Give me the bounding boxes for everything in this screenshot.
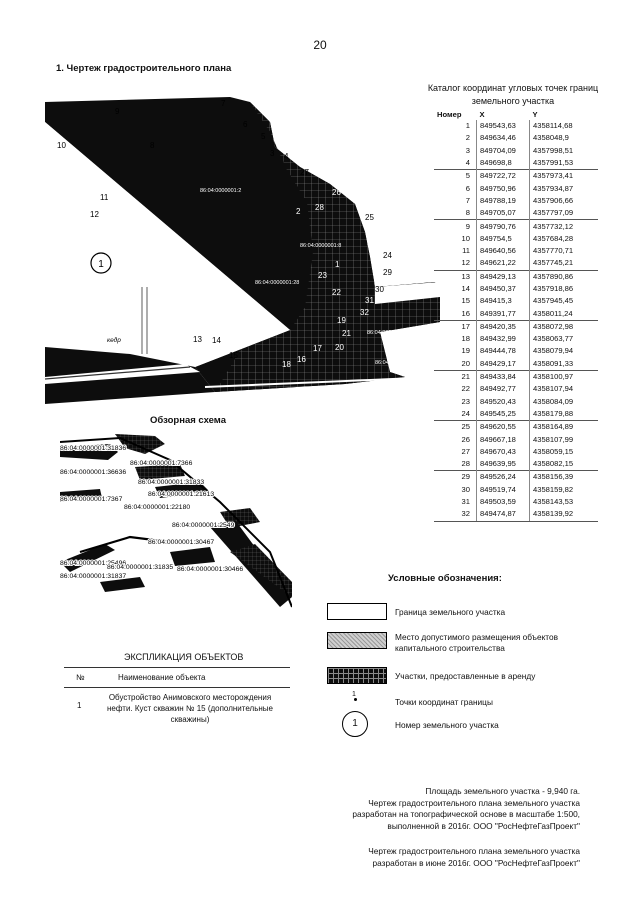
table-row xyxy=(434,283,598,295)
legend-build-area-text xyxy=(395,632,558,654)
boundary-point-label: 16 xyxy=(297,355,306,364)
legend-plot-circle-icon: 1 xyxy=(342,711,368,737)
parcel-cadastral-label: 86:04:0000001:8 xyxy=(300,243,342,249)
boundary-point-label: 24 xyxy=(383,251,392,260)
parcel-cadastral-label: 86:04:0000001:31 xyxy=(375,360,420,366)
x-coordinate-cell: 849526,24 xyxy=(477,471,530,484)
point-number-cell: 2 xyxy=(465,133,470,143)
overview-parcel-label: 86:04:0000001:7366 xyxy=(130,460,193,467)
table-row xyxy=(434,333,598,345)
y-coordinate-cell: 4358059,15 xyxy=(530,446,599,458)
x-coordinate-cell: 849639,95 xyxy=(477,458,530,471)
explication-row-num: 1 xyxy=(77,701,82,710)
point-number-cell: 18 xyxy=(461,334,470,344)
boundary-point-label: 6 xyxy=(243,120,248,129)
table-row xyxy=(434,257,598,270)
y-coordinate-cell: 4357973,41 xyxy=(530,170,599,183)
table-row xyxy=(434,295,598,307)
legend-plot-text: Номер земельного участка xyxy=(395,720,499,730)
point-number-cell: 1 xyxy=(465,121,470,131)
point-number-cell: 31 xyxy=(461,497,470,507)
overview-parcel-label: 86:04:0000001:31835 xyxy=(107,564,174,571)
y-coordinate-cell: 4358084,09 xyxy=(530,396,599,408)
table-row xyxy=(434,446,598,458)
y-coordinate-cell: 4358164,89 xyxy=(530,421,599,434)
x-coordinate-cell: 849415,3 xyxy=(477,295,530,307)
x-coordinate-cell: 849667,18 xyxy=(477,433,530,445)
point-number-cell: 29 xyxy=(434,471,477,484)
x-coordinate-cell: 849754,5 xyxy=(477,233,530,245)
table-row xyxy=(434,220,598,233)
point-number-cell: 21 xyxy=(434,370,477,383)
overview-parcel-label: 86:04:0000001:30466 xyxy=(177,566,244,573)
table-row xyxy=(434,358,598,371)
explication-rule-top xyxy=(64,667,290,668)
y-coordinate-cell: 4357770,71 xyxy=(530,245,599,257)
y-coordinate-cell: 4358107,94 xyxy=(530,383,599,395)
boundary-point-label: 19 xyxy=(337,316,346,325)
x-coordinate-cell: 849634,46 xyxy=(477,132,530,144)
y-coordinate-cell: 4358143,53 xyxy=(530,496,599,508)
point-number-cell: 9 xyxy=(434,220,477,233)
boundary-point-label: 1 xyxy=(335,260,340,269)
x-coordinate-cell: 849429,13 xyxy=(477,270,530,283)
point-number-cell: 32 xyxy=(434,508,477,521)
main-plan-map xyxy=(45,92,440,404)
legend-boundary-swatch xyxy=(327,603,387,620)
explication-row-line3: скважины) xyxy=(170,715,210,724)
boundary-point-label: 21 xyxy=(342,329,351,338)
x-coordinate-cell: 849545,25 xyxy=(477,408,530,421)
table-row xyxy=(434,370,598,383)
legend-title: Условные обозначения: xyxy=(388,573,502,584)
boundary-point-label: 18 xyxy=(282,360,291,369)
table-row xyxy=(434,320,598,333)
point-number-cell: 17 xyxy=(434,320,477,333)
x-coordinate-cell: 849722,72 xyxy=(477,170,530,183)
boundary-point-label: 13 xyxy=(193,335,202,344)
parcel-cadastral-label: 86:04:0000001:28 xyxy=(255,280,300,286)
footer-line4: выполненной в 2016г. ООО "РосНефтеГазПроект" xyxy=(387,820,580,831)
point-number-cell: 14 xyxy=(461,284,470,293)
point-number-cell: 22 xyxy=(461,384,470,394)
legend-leased-swatch xyxy=(327,667,387,684)
x-coordinate-cell: 849698,8 xyxy=(477,157,530,170)
y-coordinate-cell: 4358107,99 xyxy=(530,433,599,445)
table-row xyxy=(434,170,598,183)
coordinates-table xyxy=(434,108,598,522)
x-coordinate-cell: 849492,77 xyxy=(477,383,530,395)
table-row xyxy=(434,433,598,445)
footer-notes xyxy=(352,786,580,832)
overview-parcel-label: 86:04:0000001:31833 xyxy=(138,479,205,486)
point-number-cell: 19 xyxy=(461,346,470,356)
y-coordinate-cell: 4357745,21 xyxy=(530,257,599,270)
table-row xyxy=(434,408,598,421)
x-coordinate-cell: 849432,99 xyxy=(477,333,530,345)
point-number-cell: 15 xyxy=(461,296,470,306)
table-row xyxy=(434,157,598,170)
x-coordinate-cell: 849543,63 xyxy=(477,120,530,132)
boundary-point-label: 15 xyxy=(229,351,238,360)
table-row xyxy=(434,508,598,521)
point-number-cell: 13 xyxy=(434,270,477,283)
legend-build-area-swatch xyxy=(327,632,387,649)
boundary-point-label: 3 xyxy=(270,149,275,158)
table-row xyxy=(434,145,598,157)
point-number-cell: 5 xyxy=(434,170,477,183)
boundary-point-label: 27 xyxy=(300,168,309,177)
y-coordinate-cell: 4358063,77 xyxy=(530,333,599,345)
explication-rule-header xyxy=(64,687,290,688)
y-coordinate-cell: 4358100,97 xyxy=(530,370,599,383)
x-coordinate-cell: 849520,43 xyxy=(477,396,530,408)
y-coordinate-cell: 4357991,53 xyxy=(530,157,599,170)
overview-parcel-label: 86:04:0000001:22180 xyxy=(124,504,191,511)
table-row xyxy=(434,270,598,283)
table-row xyxy=(434,132,598,144)
x-coordinate-cell: 849621,22 xyxy=(477,257,530,270)
catalog-title-line2: земельного участка xyxy=(471,96,555,106)
x-coordinate-cell: 849450,37 xyxy=(477,283,530,295)
point-number-cell: 24 xyxy=(461,408,470,418)
y-coordinate-cell: 4358048,9 xyxy=(530,132,599,144)
y-coordinate-cell: 4357684,28 xyxy=(530,233,599,245)
boundary-point-label: 8 xyxy=(150,141,155,150)
point-number-cell: 25 xyxy=(434,421,477,434)
x-coordinate-cell: 849433,84 xyxy=(477,370,530,383)
boundary-point-label: 31 xyxy=(365,296,374,305)
y-coordinate-cell: 4357934,87 xyxy=(530,182,599,194)
y-coordinate-cell: 4357890,86 xyxy=(530,270,599,283)
y-coordinate-cell: 4358079,94 xyxy=(530,345,599,357)
legend-build-area-line1: Место допустимого размещения объектов xyxy=(395,632,559,642)
x-coordinate-cell: 849670,43 xyxy=(477,446,530,458)
footer-line3: разработан на топографической основе в масштабе 1:500, xyxy=(352,809,580,819)
x-coordinate-cell: 849444,78 xyxy=(477,345,530,357)
footer-line6: разработан в июне 2016г. ООО "РосНефтеГазПроект" xyxy=(372,857,580,868)
x-coordinate-cell: 849640,56 xyxy=(477,245,530,257)
footer-area: Площадь земельного участка - 9,940 га. xyxy=(425,786,580,796)
section-title: 1. Чертеж градостроительного плана xyxy=(56,63,232,74)
y-coordinate-cell: 4358139,92 xyxy=(530,508,599,521)
boundary-point-label: 29 xyxy=(383,268,392,277)
table-row xyxy=(434,396,598,408)
page-number: 20 xyxy=(313,38,327,52)
point-number-cell: 27 xyxy=(461,446,470,456)
overview-parcel-label: 86:04:0000001:36636 xyxy=(60,469,127,476)
x-coordinate-cell: 849705,07 xyxy=(477,207,530,220)
legend-build-area-line2: капитального строительства xyxy=(395,643,505,653)
boundary-point-label: 30 xyxy=(375,285,384,294)
y-coordinate-cell: 4358159,82 xyxy=(530,484,599,496)
y-coordinate-cell: 4358011,24 xyxy=(530,307,599,320)
point-number-cell: 6 xyxy=(465,183,470,193)
explication-col-num: № xyxy=(76,673,85,682)
footer-line2: Чертеж градостроительного плана земельного участка xyxy=(368,797,580,808)
legend-point-dot-icon xyxy=(354,698,357,701)
table-row xyxy=(434,484,598,496)
table-row xyxy=(434,233,598,245)
explication-row-line2: нефти. Куст скважин № 15 (дополнительные xyxy=(107,704,273,713)
point-number-cell: 16 xyxy=(461,308,470,318)
boundary-point-label: 7 xyxy=(221,99,226,108)
explication-col-name: Наименование объекта xyxy=(118,673,206,682)
point-number-cell: 30 xyxy=(461,484,470,494)
table-row xyxy=(434,245,598,257)
x-coordinate-cell: 849420,35 xyxy=(477,320,530,333)
x-coordinate-cell: 849429,17 xyxy=(477,358,530,371)
y-coordinate-cell: 4357906,66 xyxy=(530,195,599,207)
plot-number-marker xyxy=(91,253,111,273)
x-coordinate-cell: 849474,87 xyxy=(477,508,530,521)
boundary-point-label: 12 xyxy=(90,210,99,219)
point-number-cell: 28 xyxy=(461,459,470,469)
table-row xyxy=(434,421,598,434)
boundary-point-label: 20 xyxy=(335,343,344,352)
table-row xyxy=(434,207,598,220)
y-coordinate-cell: 4357918,86 xyxy=(530,283,599,295)
boundary-point-label: 11 xyxy=(100,193,109,202)
catalog-title-line1: Каталог координат угловых точек границ xyxy=(427,83,599,93)
explication-title: ЭКСПЛИКАЦИЯ ОБЪЕКТОВ xyxy=(124,652,244,662)
point-number-cell: 8 xyxy=(465,208,470,218)
point-number-cell: 7 xyxy=(465,195,470,205)
x-coordinate-cell: 849519,74 xyxy=(477,484,530,496)
point-number-cell: 20 xyxy=(461,358,470,368)
catalog-title xyxy=(398,82,628,108)
x-coordinate-cell: 849503,59 xyxy=(477,496,530,508)
boundary-point-label: 14 xyxy=(212,336,221,345)
x-coordinate-cell: 849704,09 xyxy=(477,145,530,157)
point-number-cell: 3 xyxy=(465,145,470,155)
boundary-point-label: 26 xyxy=(332,188,341,197)
y-coordinate-cell: 4358072,98 xyxy=(530,320,599,333)
table-row xyxy=(434,345,598,357)
table-row xyxy=(434,182,598,194)
overview-parcel-label: 86:04:0000001:7367 xyxy=(60,496,123,503)
explication-row-name xyxy=(88,692,292,725)
boundary-point-label: 23 xyxy=(318,271,327,280)
x-coordinate-cell: 849391,77 xyxy=(477,307,530,320)
x-coordinate-cell: 849750,96 xyxy=(477,182,530,194)
point-number-cell: 10 xyxy=(461,233,470,243)
legend-boundary-text: Граница земельного участка xyxy=(395,607,506,617)
explication-row-line1: Обустройство Анимовского месторождения xyxy=(108,693,272,702)
boundary-point-label: 10 xyxy=(57,141,66,150)
boundary-point-label: 22 xyxy=(332,288,341,297)
boundary-point-label: 4 xyxy=(284,152,289,161)
x-coordinate-cell: 849790,76 xyxy=(477,220,530,233)
boundary-point-label: 25 xyxy=(365,213,374,222)
footer-notes-2 xyxy=(368,846,580,869)
boundary-point-label: 28 xyxy=(315,203,324,212)
overview-parcel-label: 86:04:0000001:31837 xyxy=(60,573,127,580)
footer-line5: Чертеж градостроительного плана земельного участка xyxy=(368,846,580,856)
table-row xyxy=(434,195,598,207)
y-coordinate-cell: 4357732,12 xyxy=(530,220,599,233)
parcel-cadastral-label: 86:04:0000001:27 xyxy=(367,330,412,336)
boundary-point-label: 9 xyxy=(115,107,120,116)
overview-map xyxy=(60,432,292,614)
table-row xyxy=(434,458,598,471)
main-plan-shapes xyxy=(45,97,440,404)
overview-parcel-label: 86:04:0000001:2549 xyxy=(172,522,235,529)
point-number-cell: 26 xyxy=(461,434,470,444)
legend-leased-text: Участки, предоставленные в аренду xyxy=(395,671,536,681)
y-coordinate-cell: 4358091,33 xyxy=(530,358,599,371)
overview-parcel-label: 86:04:0000001:31836 xyxy=(60,445,127,452)
y-coordinate-cell: 4358114,68 xyxy=(530,120,599,132)
boundary-point-label: 5 xyxy=(261,132,266,141)
col-num-header: Номер xyxy=(437,109,462,119)
plot-number-text: 1 xyxy=(98,259,104,270)
overview-parcel-label: 86:04:0000001:25496 xyxy=(60,560,127,567)
road-label: кедр xyxy=(107,337,121,344)
boundary-point-label: 32 xyxy=(360,308,369,317)
boundary-point-label: 17 xyxy=(313,344,322,353)
overview-title: Обзорная схема xyxy=(150,415,226,426)
y-coordinate-cell: 4358082,15 xyxy=(530,458,599,471)
y-coordinate-cell: 4357998,51 xyxy=(530,145,599,157)
table-row xyxy=(434,307,598,320)
parcel-cadastral-label: 86:04:0000001:2 xyxy=(200,188,242,194)
x-coordinate-cell: 849788,19 xyxy=(477,195,530,207)
point-number-cell: 12 xyxy=(461,258,470,268)
y-coordinate-cell: 4357945,45 xyxy=(530,295,599,307)
legend-point-symbol: 1 xyxy=(352,691,356,698)
table-row xyxy=(434,383,598,395)
y-coordinate-cell: 4358179,88 xyxy=(530,408,599,421)
table-row xyxy=(434,120,598,132)
col-y-header: Y xyxy=(532,109,538,119)
point-number-cell: 23 xyxy=(461,396,470,406)
col-x-header: X xyxy=(479,109,485,119)
overview-parcel-label: 86:04:0000001:21613 xyxy=(148,491,215,498)
overview-parcel-label: 86:04:0000001:30467 xyxy=(148,539,215,546)
x-coordinate-cell: 849620,55 xyxy=(477,421,530,434)
point-number-cell: 4 xyxy=(465,158,470,168)
point-number-cell: 11 xyxy=(462,246,470,256)
y-coordinate-cell: 4358156,39 xyxy=(530,471,599,484)
legend-point-text: Точки координат границы xyxy=(395,697,493,707)
table-row xyxy=(434,496,598,508)
y-coordinate-cell: 4357797,09 xyxy=(530,207,599,220)
table-row xyxy=(434,471,598,484)
boundary-point-label: 2 xyxy=(296,207,301,216)
